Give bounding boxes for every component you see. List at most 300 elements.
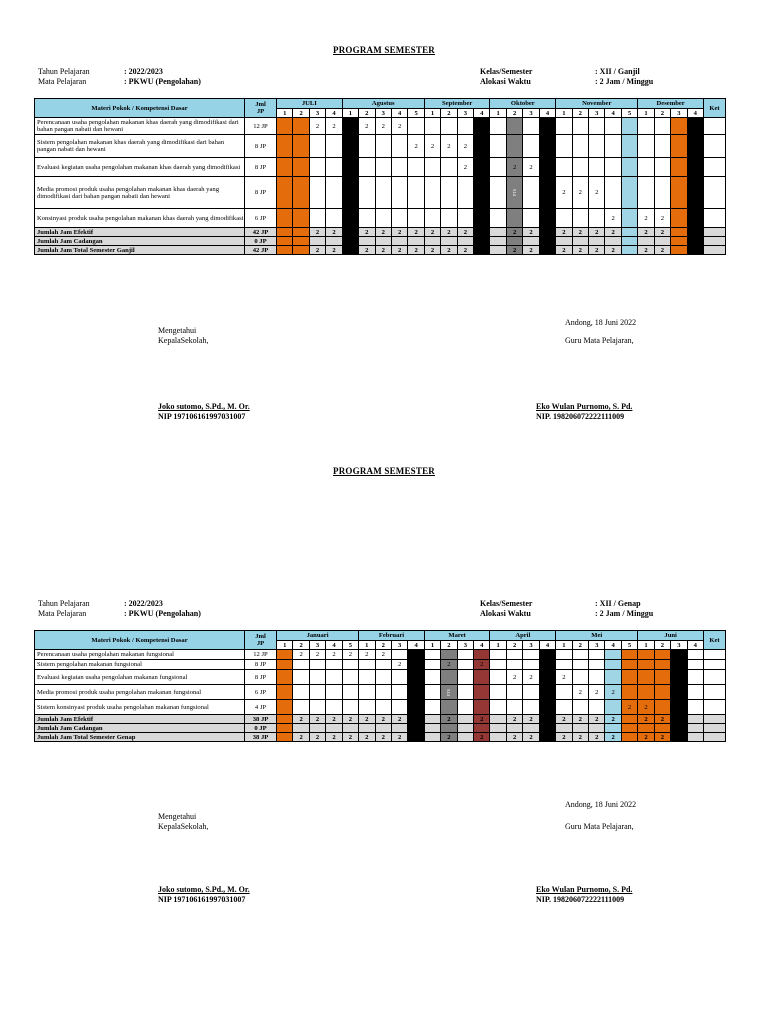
week-cell [506, 209, 522, 228]
week-cell [359, 135, 375, 158]
week-number: 5 [621, 641, 637, 650]
week-cell [572, 670, 588, 685]
summary-week-cell [539, 724, 555, 733]
week-cell [375, 660, 391, 670]
week-cell [539, 650, 555, 660]
week-number: 2 [375, 641, 391, 650]
week-number: 3 [309, 641, 325, 650]
summary-week-cell [539, 237, 555, 246]
summary-week-cell: 2 [638, 246, 654, 255]
week-cell [556, 660, 572, 670]
week-cell [621, 118, 637, 135]
summary-week-cell: 2 [638, 715, 654, 724]
sign-left-line1: Mengetahui [158, 326, 197, 335]
summary-week-cell: 2 [326, 733, 342, 742]
summary-week-cell [326, 237, 342, 246]
week-cell [424, 158, 440, 177]
week-number: 1 [490, 641, 506, 650]
week-number: 3 [671, 641, 687, 650]
week-cell [408, 650, 424, 660]
table-row [35, 660, 726, 670]
signature-left-2 [158, 812, 208, 832]
summary-week-cell [621, 237, 637, 246]
summary-week-cell [589, 724, 605, 733]
week-cell [654, 135, 670, 158]
summary-week-cell [375, 724, 391, 733]
summary-week-cell [424, 237, 440, 246]
week-cell [605, 177, 621, 209]
week-cell [359, 158, 375, 177]
header-right [480, 67, 653, 86]
week-cell [654, 118, 670, 135]
week-cell [671, 177, 687, 209]
table-row [35, 118, 726, 135]
week-cell [408, 177, 424, 209]
summary-jp: 42 JP [245, 246, 277, 255]
summary-week-cell: 2 [441, 715, 457, 724]
week-cell [441, 209, 457, 228]
signature-right-name-2 [536, 885, 632, 905]
summary-week-cell: 2 [375, 228, 391, 237]
week-cell [359, 685, 375, 700]
week-cell: 2 [572, 177, 588, 209]
summary-week-cell [309, 237, 325, 246]
week-cell [621, 209, 637, 228]
summary-week-cell: 2 [654, 228, 670, 237]
week-cell [342, 135, 358, 158]
summary-week-cell [687, 237, 703, 246]
summary-week-cell: 2 [359, 733, 375, 742]
week-cell: 2 [326, 650, 342, 660]
week-number: 3 [457, 641, 473, 650]
summary-week-cell [654, 724, 670, 733]
summary-week-cell: 2 [309, 733, 325, 742]
week-number: 3 [671, 109, 687, 118]
week-cell [490, 158, 506, 177]
week-cell [277, 670, 293, 685]
summary-week-cell: 2 [523, 733, 539, 742]
week-cell [359, 209, 375, 228]
summary-week-cell [342, 237, 358, 246]
ket-cell [704, 228, 726, 237]
summary-label: Jumlah Jam Total Semester Genap [35, 733, 245, 742]
summary-week-cell: 2 [408, 246, 424, 255]
summary-week-cell [506, 724, 522, 733]
summary-week-cell: 2 [441, 228, 457, 237]
jp-cell: 8 JP [245, 135, 277, 158]
summary-week-cell [654, 237, 670, 246]
summary-week-cell: 2 [605, 715, 621, 724]
summary-week-cell: 2 [638, 228, 654, 237]
summary-week-cell: 2 [424, 228, 440, 237]
week-cell [572, 700, 588, 715]
summary-week-cell [687, 724, 703, 733]
week-cell [408, 700, 424, 715]
summary-week-cell: 2 [572, 228, 588, 237]
week-cell [638, 685, 654, 700]
summary-week-cell: 2 [474, 715, 490, 724]
summary-jp: 38 JP [245, 715, 277, 724]
week-cell [375, 670, 391, 685]
week-cell [490, 177, 506, 209]
week-cell: 2 [424, 135, 440, 158]
week-cell [638, 650, 654, 660]
summary-week-cell [556, 237, 572, 246]
week-cell [293, 177, 309, 209]
week-cell [293, 670, 309, 685]
week-cell [309, 670, 325, 685]
week-cell [490, 670, 506, 685]
summary-week-cell: 2 [556, 228, 572, 237]
week-cell: 2 [605, 685, 621, 700]
week-cell [671, 135, 687, 158]
materi-cell: Sistem pengolahan makanan fungsional [35, 660, 245, 670]
summary-week-cell: 2 [408, 715, 424, 724]
summary-week-cell [441, 237, 457, 246]
header-jml-line2: JP [256, 108, 265, 115]
summary-week-cell: 2 [375, 246, 391, 255]
week-cell [621, 135, 637, 158]
month-header: Februari [359, 631, 425, 641]
week-cell [326, 700, 342, 715]
summary-week-cell: 2 [539, 733, 555, 742]
materi-cell: Evaluasi kegiatan usaha pengolahan makanan khas daerah yang dimodifikasi [35, 158, 245, 177]
week-cell [654, 660, 670, 670]
week-cell: 2 [621, 700, 637, 715]
summary-label: Jumlah Jam Total Semester Ganjil [35, 246, 245, 255]
week-cell [556, 209, 572, 228]
week-cell [457, 700, 473, 715]
month-header: September [424, 99, 490, 109]
week-cell [326, 209, 342, 228]
summary-week-cell [424, 733, 440, 742]
table-row [35, 209, 726, 228]
week-cell [654, 685, 670, 700]
summary-row [35, 237, 726, 246]
summary-week-cell: 2 [326, 246, 342, 255]
week-cell [556, 118, 572, 135]
week-cell [293, 158, 309, 177]
summary-week-cell: 2 [589, 246, 605, 255]
week-cell [523, 135, 539, 158]
week-number: 2 [654, 109, 670, 118]
week-cell [309, 158, 325, 177]
mapel-label: Mata Pelajaran [38, 76, 87, 86]
summary-week-cell: 2 [605, 733, 621, 742]
week-cell [687, 650, 703, 660]
week-cell: 2 [441, 135, 457, 158]
week-cell [441, 177, 457, 209]
sign-left-name: Joko sutomo, S.Pd., M. Or. [158, 885, 250, 894]
summary-week-cell: 2 [572, 733, 588, 742]
summary-week-cell [490, 246, 506, 255]
summary-week-cell [687, 715, 703, 724]
month-header: Mei [556, 631, 638, 641]
page-title-2: PROGRAM SEMESTER [333, 466, 435, 476]
week-cell [375, 177, 391, 209]
week-cell [506, 177, 522, 209]
summary-week-cell: 2 [605, 246, 621, 255]
week-cell [293, 660, 309, 670]
week-cell [441, 700, 457, 715]
summary-week-cell [359, 237, 375, 246]
header-jml [245, 631, 277, 650]
summary-week-cell: 2 [342, 228, 358, 237]
week-cell [309, 700, 325, 715]
week-cell [391, 209, 407, 228]
week-cell [523, 685, 539, 700]
sign-left-nip: NIP 197106161997031007 [158, 895, 246, 904]
summary-label: Jumlah Jam Cadangan [35, 724, 245, 733]
sign-right-line2: Guru Mata Pelajaran, [565, 822, 634, 831]
month-header: Agustus [342, 99, 424, 109]
week-cell: 2 [638, 700, 654, 715]
week-cell [375, 700, 391, 715]
summary-week-cell: 2 [391, 228, 407, 237]
sign-right-nip: NIP. 198206072222111009 [536, 412, 625, 421]
summary-week-cell: 2 [359, 246, 375, 255]
week-number: 4 [326, 641, 342, 650]
summary-week-cell [621, 715, 637, 724]
week-cell [490, 660, 506, 670]
summary-week-cell [277, 715, 293, 724]
week-cell: 2 [474, 660, 490, 670]
week-cell [326, 660, 342, 670]
week-number: 4 [539, 109, 555, 118]
week-cell [326, 158, 342, 177]
week-cell [589, 209, 605, 228]
signature-right-name [536, 402, 632, 422]
table-row [35, 650, 726, 660]
summary-week-cell: 2 [326, 715, 342, 724]
summary-week-cell: 2 [342, 246, 358, 255]
signature-left-name [158, 402, 250, 422]
week-cell [293, 118, 309, 135]
alokasi-value: : 2 Jam / Minggu [595, 76, 654, 86]
summary-row [35, 246, 726, 255]
week-cell [424, 700, 440, 715]
summary-jp: 0 JP [245, 724, 277, 733]
signature-left-name-2 [158, 885, 250, 905]
jp-cell: 8 JP [245, 177, 277, 209]
summary-week-cell [572, 724, 588, 733]
summary-week-cell [457, 715, 473, 724]
week-cell: 2 [293, 650, 309, 660]
week-cell: 2 [342, 650, 358, 660]
table-row [35, 670, 726, 685]
week-cell: 2 [572, 685, 588, 700]
week-cell [523, 177, 539, 209]
summary-week-cell [506, 237, 522, 246]
week-number: 1 [342, 109, 358, 118]
header-left-2 [38, 599, 201, 618]
summary-week-cell [424, 724, 440, 733]
summary-week-cell: 2 [556, 733, 572, 742]
week-cell [359, 177, 375, 209]
month-header: Januari [277, 631, 359, 641]
week-cell [293, 209, 309, 228]
table-row [35, 685, 726, 700]
summary-week-cell: 2 [293, 733, 309, 742]
summary-week-cell: 2 [309, 246, 325, 255]
week-number: 4 [391, 109, 407, 118]
week-cell [605, 650, 621, 660]
summary-week-cell: 2 [326, 228, 342, 237]
sign-left-nip: NIP 197106161997031007 [158, 412, 246, 421]
ket-cell [704, 724, 726, 733]
week-number: 1 [359, 641, 375, 650]
week-cell [490, 118, 506, 135]
week-number: 1 [424, 641, 440, 650]
week-cell [556, 700, 572, 715]
header-jml-line1: Jml [255, 101, 266, 108]
week-cell: 2 [474, 158, 490, 177]
summary-week-cell [490, 715, 506, 724]
summary-week-cell [359, 724, 375, 733]
kelas-value: : XII / Genap [595, 599, 641, 608]
header-left [38, 67, 201, 86]
summary-week-cell: 2 [654, 246, 670, 255]
week-cell [638, 118, 654, 135]
week-cell [457, 685, 473, 700]
header-row [35, 99, 726, 109]
week-number: 4 [474, 641, 490, 650]
jp-cell: 12 JP [245, 650, 277, 660]
week-number: 1 [424, 109, 440, 118]
week-cell [589, 158, 605, 177]
ket-cell [704, 246, 726, 255]
week-cell [309, 685, 325, 700]
week-cell [671, 118, 687, 135]
week-cell: 2 [457, 135, 473, 158]
week-cell [539, 158, 555, 177]
week-cell [474, 118, 490, 135]
week-cell [556, 158, 572, 177]
week-cell [424, 685, 440, 700]
week-cell: 2 [539, 177, 555, 209]
week-cell [605, 700, 621, 715]
week-cell [539, 660, 555, 670]
week-cell [277, 209, 293, 228]
summary-week-cell [621, 228, 637, 237]
week-cell [424, 118, 440, 135]
ket-cell [704, 135, 726, 158]
week-cell [671, 670, 687, 685]
week-cell [342, 685, 358, 700]
summary-week-cell [687, 228, 703, 237]
week-cell [539, 685, 555, 700]
week-cell [293, 135, 309, 158]
summary-week-cell [408, 724, 424, 733]
week-cell [506, 700, 522, 715]
sign-place-date: Andong, 18 Juni 2022 [565, 318, 637, 327]
summary-week-cell [589, 237, 605, 246]
week-cell [539, 209, 555, 228]
month-header: April [490, 631, 556, 641]
week-cell [424, 660, 440, 670]
header-row [35, 631, 726, 641]
week-cell [589, 700, 605, 715]
summary-week-cell: 2 [523, 246, 539, 255]
jp-cell: 8 JP [245, 670, 277, 685]
week-number: 5 [621, 109, 637, 118]
week-cell: 2 [539, 670, 555, 685]
week-cell: 2 [391, 660, 407, 670]
schedule-table-2 [34, 630, 726, 742]
week-cell [424, 209, 440, 228]
summary-week-cell: 2 [556, 715, 572, 724]
summary-week-cell [671, 246, 687, 255]
summary-week-cell [375, 237, 391, 246]
summary-week-cell [605, 724, 621, 733]
summary-week-cell [277, 733, 293, 742]
week-cell [506, 135, 522, 158]
week-cell: 2 [309, 650, 325, 660]
week-number: 5 [342, 641, 358, 650]
week-cell [556, 650, 572, 660]
month-header: Desember [638, 99, 704, 109]
alokasi-value: : 2 Jam / Minggu [595, 608, 654, 618]
week-cell [539, 700, 555, 715]
summary-week-cell: 2 [474, 246, 490, 255]
summary-row [35, 724, 726, 733]
week-cell [474, 209, 490, 228]
week-number: 4 [687, 109, 703, 118]
summary-week-cell [523, 237, 539, 246]
summary-week-cell: 2 [556, 246, 572, 255]
jp-cell: 8 JP [245, 158, 277, 177]
week-cell [687, 685, 703, 700]
table-row [35, 158, 726, 177]
month-header: Juni [638, 631, 704, 641]
week-cell [441, 158, 457, 177]
week-number: 2 [572, 109, 588, 118]
week-number: 1 [556, 641, 572, 650]
week-number: 1 [277, 109, 293, 118]
month-header: Oktober [490, 99, 556, 109]
week-cell [375, 158, 391, 177]
summary-week-cell [293, 724, 309, 733]
week-cell [408, 118, 424, 135]
week-cell [687, 118, 703, 135]
summary-week-cell [621, 246, 637, 255]
materi-cell: Perencanaan usaha pengolahan makanan khas daerah yang dimodifikasi dari bahan pangan nabati dan hewani [35, 118, 245, 135]
summary-jp: 38 JP [245, 733, 277, 742]
summary-week-cell: 2 [506, 715, 522, 724]
alokasi-label: Alokasi Waktu [480, 76, 531, 86]
ket-cell [704, 670, 726, 685]
header-materi: Materi Pokok / Kompetensi Dasar [35, 99, 245, 118]
week-cell [654, 650, 670, 660]
week-cell [391, 135, 407, 158]
week-cell: 2 [375, 650, 391, 660]
week-cell [309, 660, 325, 670]
summary-week-cell [277, 246, 293, 255]
week-cell [342, 158, 358, 177]
week-cell [671, 660, 687, 670]
header-jml [245, 99, 277, 118]
week-number: 1 [490, 109, 506, 118]
week-number: 5 [408, 109, 424, 118]
materi-cell: Sistem pengolahan makanan khas daerah yang dimodifikasi dari bahan pangan nabati dan hewani [35, 135, 245, 158]
week-cell [391, 685, 407, 700]
week-cell [687, 177, 703, 209]
ket-cell [704, 660, 726, 670]
week-cell [654, 700, 670, 715]
week-cell [687, 209, 703, 228]
week-cell [506, 685, 522, 700]
ket-cell [704, 237, 726, 246]
